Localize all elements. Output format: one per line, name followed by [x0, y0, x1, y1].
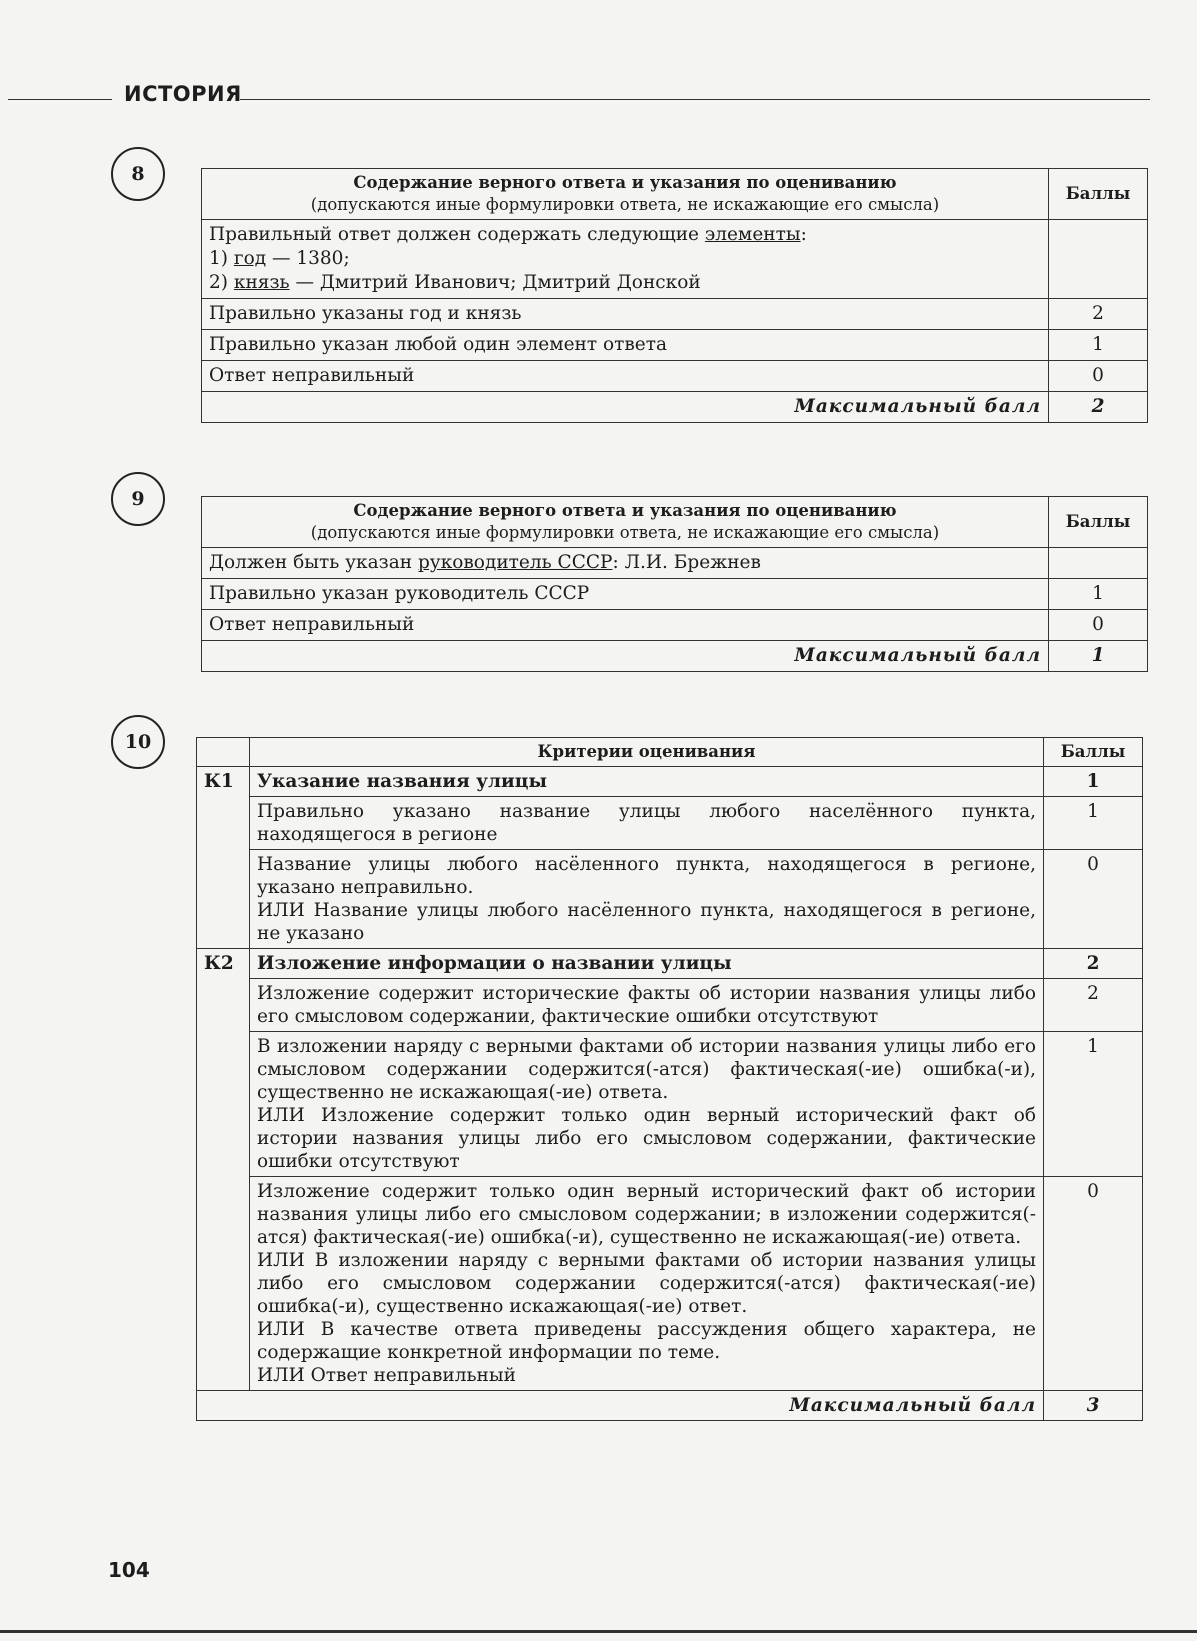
points-value: 1: [1049, 579, 1148, 610]
table-row: Правильно указан руководитель СССР 1: [202, 579, 1148, 610]
header-rule-left: [8, 99, 112, 100]
max-label: Максимальный балл: [197, 1391, 1044, 1421]
max-label: Максимальный балл: [202, 392, 1049, 423]
points-header: Баллы: [1044, 738, 1143, 767]
criteria-header: [202, 497, 1049, 548]
table-row: В изложении наряду с верными фактами об истории названия улицы либо его смысловом содержании содержится(-атся) фактическая(-ие) ошибка(-и), существенно не искажающая(-ие) ответа. ИЛИ Изложение содержит только один верный исторический факт об истории названия улицы либо его смысловом содержании, фактические ошибки отсутствуют 1: [197, 1032, 1143, 1177]
points-value: 1: [1049, 330, 1148, 361]
max-value: 2: [1049, 392, 1148, 423]
criterion-title: Изложение информации о названии улицы: [250, 949, 1044, 979]
table-row: Правильно указаны год и князь 2: [202, 299, 1148, 330]
table-row: Ответ неправильный 0: [202, 361, 1148, 392]
page-number: 104: [108, 1558, 150, 1582]
points-value: 1: [1044, 1032, 1143, 1177]
bottom-rule: [0, 1630, 1197, 1633]
criterion-code: К2: [197, 949, 250, 1391]
table-header-row: [202, 169, 1148, 220]
section-title: ИСТОРИЯ: [124, 82, 242, 106]
points-value: 2: [1049, 299, 1148, 330]
header-sub: (допускаются иные формулировки ответа, не искажающие его смысла): [310, 523, 940, 542]
criteria-header: [202, 169, 1049, 220]
points-value: 2: [1044, 949, 1143, 979]
answer-element-2: 2) князь — Дмитрий Иванович; Дмитрий Донской: [209, 272, 701, 293]
table-row: Правильно указано название улицы любого населённого пункта, находящегося в регионе 1: [197, 797, 1143, 850]
max-row: [202, 641, 1148, 672]
table-header-row: [202, 497, 1148, 548]
table-row: Название улицы любого насёленного пункта, находящегося в регионе, указано неправильно. ИЛИ Название улицы любого насёленного пункта, находящегося в регионе, не указано 0: [197, 850, 1143, 949]
answer-cell: Должен быть указан руководитель СССР: Л.И. Брежнев: [202, 548, 1049, 579]
header-rule-right: [240, 99, 1150, 100]
table-row: [202, 220, 1148, 299]
answer-cell: [202, 220, 1049, 299]
header-sub: (допускаются иные формулировки ответа, не искажающие его смысла): [310, 195, 940, 214]
points-value: 0: [1049, 610, 1148, 641]
points-value: 1: [1044, 767, 1143, 797]
page-header: [0, 82, 1150, 112]
answer-element-1: 1) год — 1380;: [209, 248, 350, 269]
points-header: Баллы: [1049, 497, 1148, 548]
table-header-row: [197, 738, 1143, 767]
max-value: 1: [1049, 641, 1148, 672]
criterion-k1-row: [197, 767, 1143, 797]
question-10-number: 10: [111, 715, 165, 769]
criterion-code: К1: [197, 767, 250, 949]
max-value: 3: [1044, 1391, 1143, 1421]
table-row: Изложение содержит исторические факты об истории названия улицы либо его смысловом содержании, фактические ошибки отсутствуют 2: [197, 979, 1143, 1032]
question-9-table: [201, 496, 1148, 672]
criterion-title: Указание названия улицы: [250, 767, 1044, 797]
question-8-number: 8: [111, 147, 165, 201]
table-row: Правильно указан любой один элемент ответа 1: [202, 330, 1148, 361]
header-main: Содержание верного ответа и указания по оцениванию: [353, 173, 897, 192]
table-row: [202, 548, 1148, 579]
max-row: [197, 1391, 1143, 1421]
question-8-table: [201, 168, 1148, 423]
points-value: 1: [1044, 797, 1143, 850]
max-row: [202, 392, 1148, 423]
max-label: Максимальный балл: [202, 641, 1049, 672]
points-value: 0: [1044, 850, 1143, 949]
question-10-table: [196, 737, 1143, 1421]
header-main: Содержание верного ответа и указания по оцениванию: [353, 501, 897, 520]
criteria-header: Критерии оценивания: [250, 738, 1044, 767]
table-row: Изложение содержит только один верный исторический факт об истории названия улицы либо его смысловом содержании; в изложении содержится(-атся) фактическая(-ие) ошибка(-и), существенно не искажающая(-ие) ответа. ИЛИ В изложении наряду с верными фактами об истории названия улицы либо его смысловом содержании содержится(-атся) фактическая(-ие) ошибка(-и), существенно искажающая(-ие) ответ. ИЛИ В качестве ответа приведены рассуждения общего характера, не содержащие конкретной информации по теме. ИЛИ Ответ неправильный 0: [197, 1177, 1143, 1391]
points-value: 0: [1049, 361, 1148, 392]
question-9-number: 9: [111, 472, 165, 526]
table-row: Ответ неправильный 0: [202, 610, 1148, 641]
criterion-k2-row: [197, 949, 1143, 979]
points-value: 2: [1044, 979, 1143, 1032]
points-value: 0: [1044, 1177, 1143, 1391]
points-header: Баллы: [1049, 169, 1148, 220]
answer-intro: Правильный ответ должен содержать следующие элементы:: [209, 224, 807, 245]
